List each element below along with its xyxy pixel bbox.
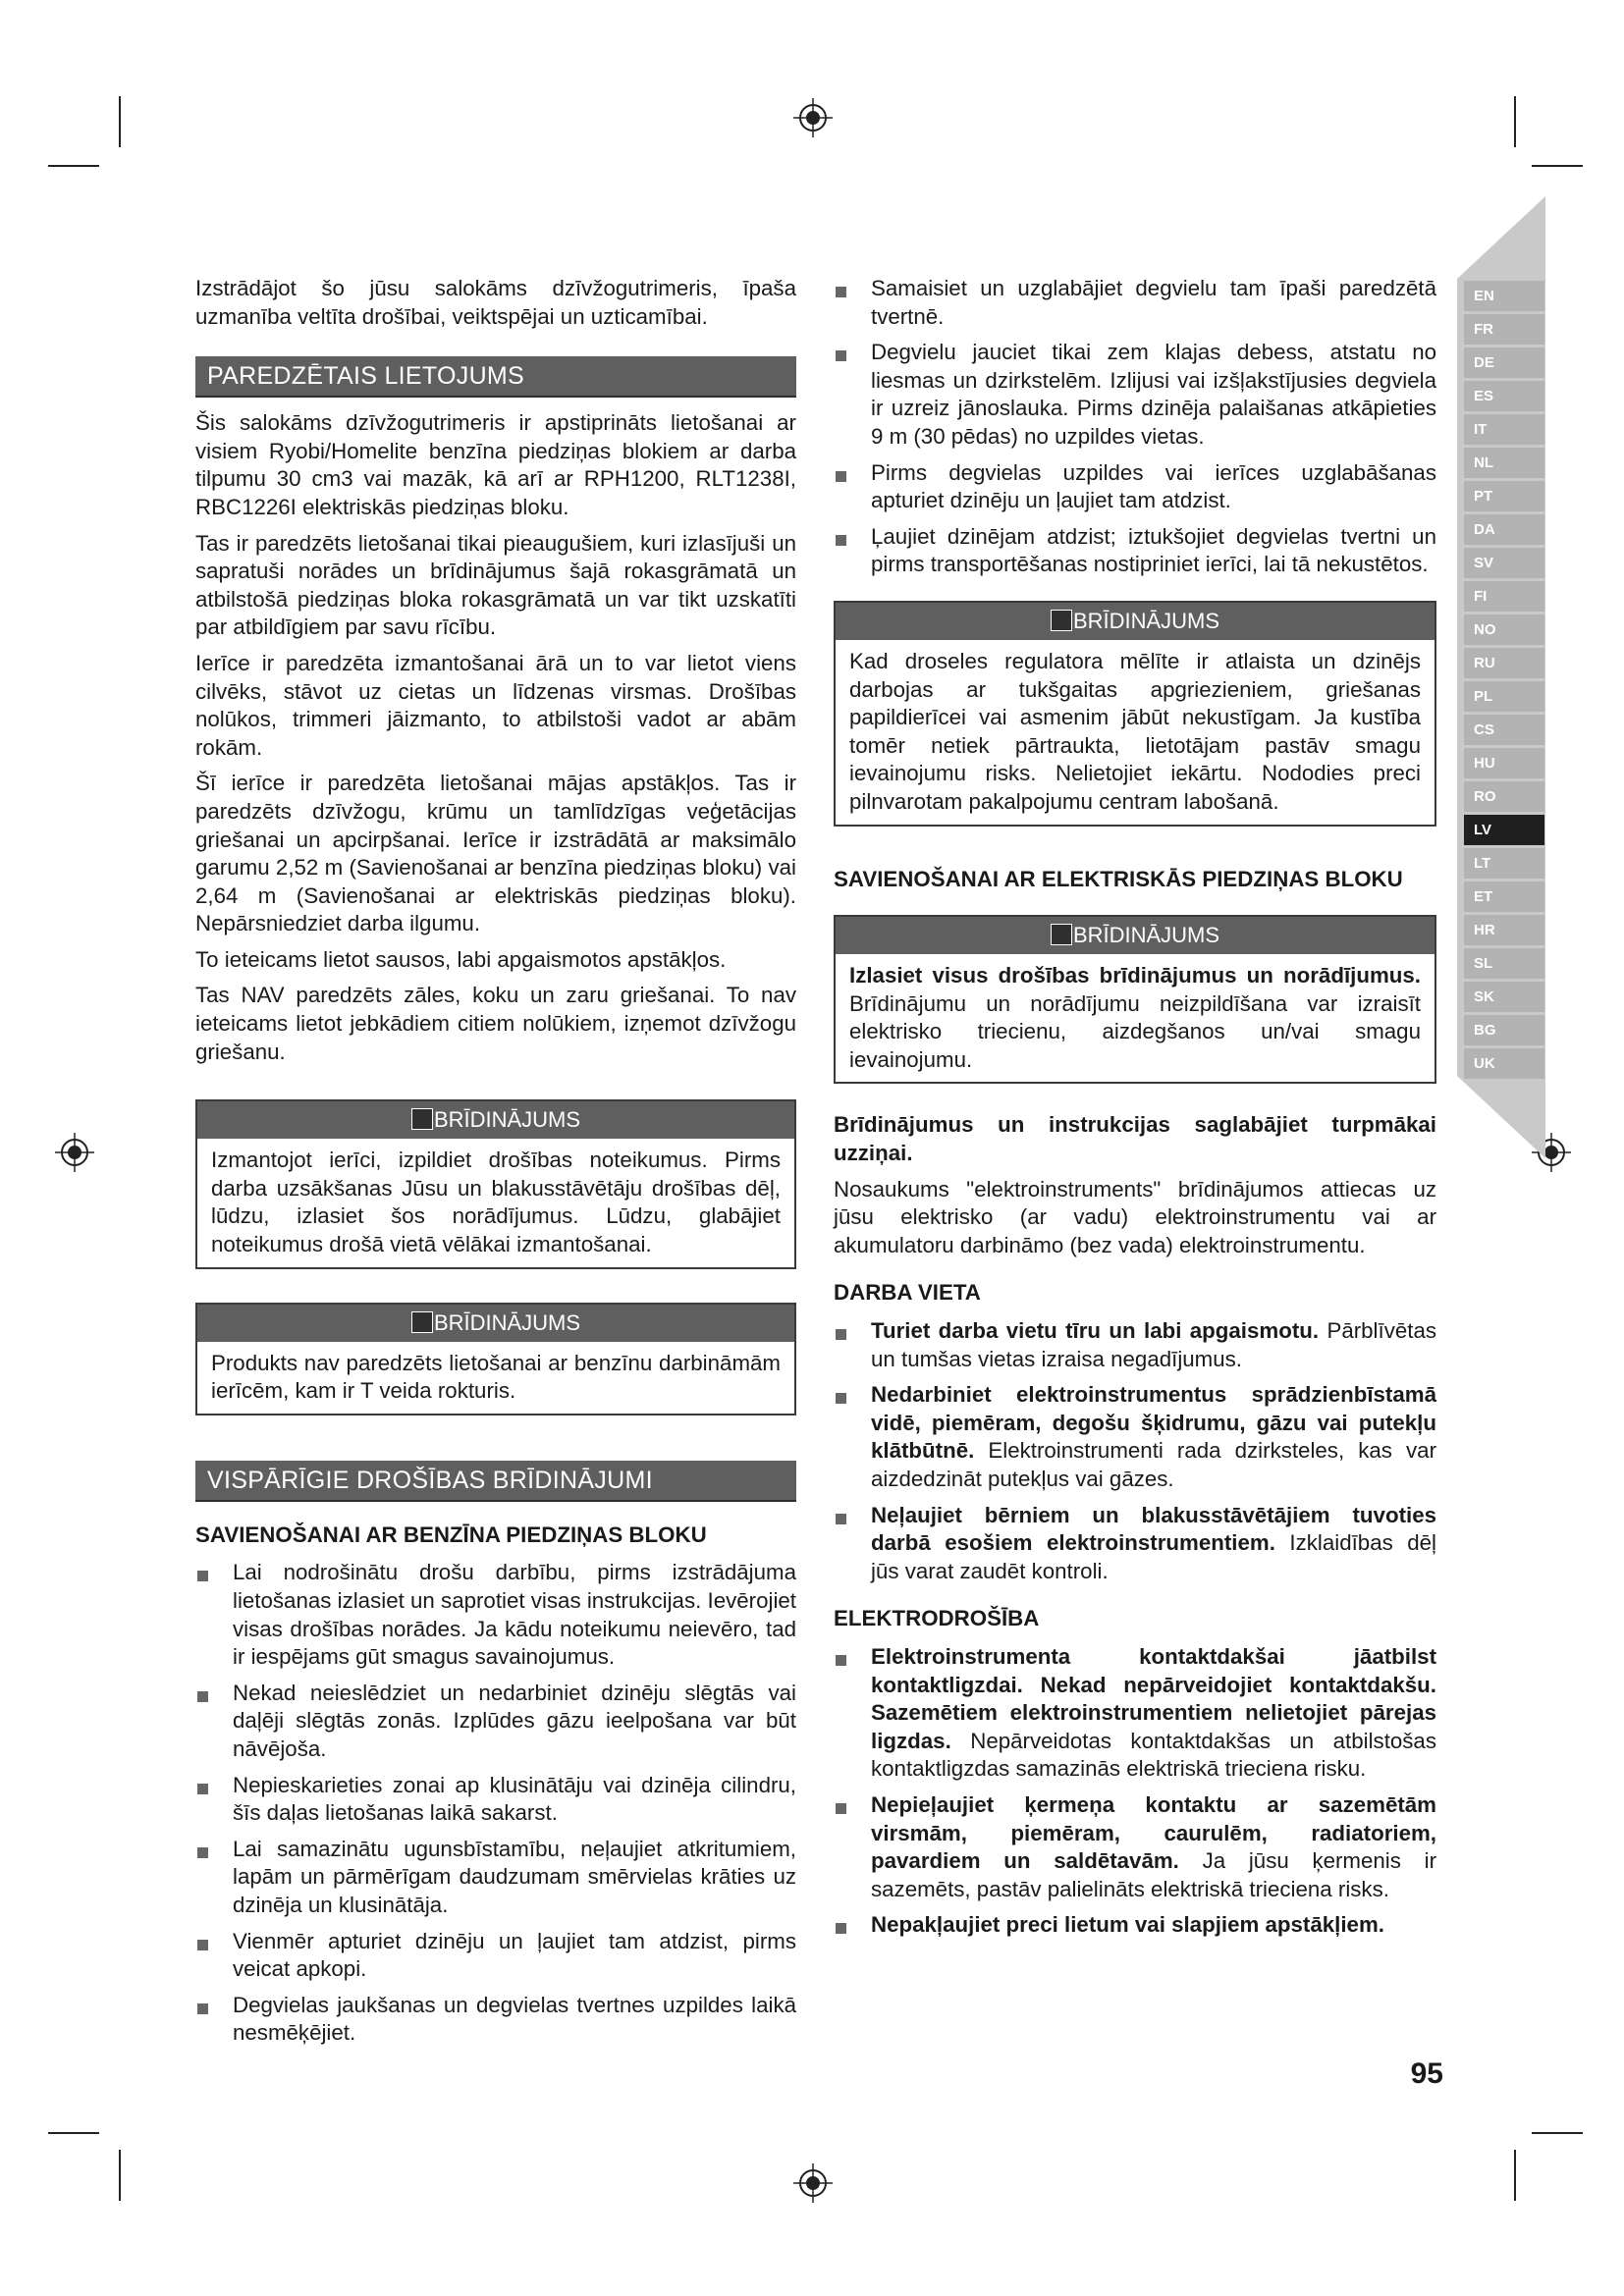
paragraph: Tas NAV paredzēts zāles, koku un zaru griešanai. To nav ieteicams lietot jebkādiem citiem nolūkiem, izņemot dzīvžogu griešanu. [195, 983, 796, 1064]
language-tab-it[interactable]: IT [1464, 414, 1544, 445]
paragraph: Šis salokāms dzīvžogutrimeris ir apstiprināts lietošanai ar visiem Ryobi/Homelite benzīna piedziņas blokiem ar darba tilpumu 30 cm3 vai mazāk, kā arī ar RPH1200, RLT1238I, RBC1226I elektriskās piedziņas bloku. [195, 410, 796, 519]
crop-mark [119, 96, 121, 147]
left-column [195, 275, 796, 2056]
list-item: Neļaujiet bērniem un blakusstāvētājiem tuvoties darbā esošiem elektroinstrumentiem. Izklaidības dēļ jūs varat zaudēt kontroli. [834, 1502, 1436, 1586]
language-tab-fr[interactable]: FR [1464, 314, 1544, 345]
list-item: Samaisiet un uzglabājiet degvielu tam īpaši paredzētā tvertnē. [834, 275, 1436, 331]
electrical-safety-heading: ELEKTRODROŠĪBA [834, 1606, 1040, 1631]
language-tab-es[interactable]: ES [1464, 381, 1544, 411]
warning-icon [411, 1108, 433, 1130]
electrical-safety-list [834, 1643, 1436, 1940]
warning-title: BRĪDINĀJUMS [836, 603, 1435, 640]
crop-mark [1514, 2150, 1516, 2201]
paragraph: To ieteicams lietot sausos, labi apgaismotos apstākļos. [195, 946, 727, 972]
list-item: Degvielas jaukšanas un degvielas tvertnes uzpildes laikā nesmēķējiet. [195, 1992, 796, 2048]
language-tab-lt[interactable]: LT [1464, 848, 1544, 879]
warning-box [195, 1303, 796, 1415]
warning-icon [411, 1311, 433, 1333]
work-area-list [834, 1317, 1436, 1585]
section-intended-use-title: PAREDZĒTAIS LIETOJUMS [195, 356, 796, 398]
crop-mark [1532, 165, 1583, 167]
language-tab-de[interactable]: DE [1464, 347, 1544, 378]
section-general-safety-title: VISPĀRĪGIE DROŠĪBAS BRĪDINĀJUMI [195, 1461, 796, 1502]
warning-icon [1051, 610, 1072, 631]
warning-title: BRĪDINĀJUMS [197, 1305, 794, 1342]
language-tab-no[interactable]: NO [1464, 614, 1544, 645]
intro-text: Izstrādājot šo jūsu salokāms dzīvžogutrimeris, īpaša uzmanība veltīta drošībai, veiktspējai un uzticamībai. [195, 276, 796, 329]
list-item: Nepieļaujiet ķermeņa kontaktu ar sazemētām virsmām, piemēram, caurulēm, radiatoriem, pavardiem un saldētavām. Ja jūsu ķermenis ir sazemēts, pastāv palielināts elektriskā trieciena risks. [834, 1791, 1436, 1903]
language-tab-ro[interactable]: RO [1464, 781, 1544, 812]
language-tab-cs[interactable]: CS [1464, 715, 1544, 745]
fuel-safety-list [834, 275, 1436, 579]
crop-mark [48, 165, 99, 167]
list-item: Vienmēr apturiet dzinēju un ļaujiet tam atdzist, pirms veicat apkopi. [195, 1928, 796, 1984]
warning-box [834, 915, 1436, 1084]
warning-title: BRĪDINĀJUMS [197, 1101, 794, 1139]
list-item: Elektroinstrumenta kontaktdakšai jāatbilst kontaktligzdai. Nekad nepārveidojiet kontaktdakšu. Sazemētiem elektroinstrumentiem nelietojiet pārejas ligzdas. Nepārveidotas kontaktdakšas un atbilstošas kontaktligzdas samazinās elektriskā trieciena risku. [834, 1643, 1436, 1784]
petrol-heading: SAVIENOŠANAI AR BENZĪNA PIEDZIŅAS BLOKU [195, 1522, 707, 1547]
language-tab-pt[interactable]: PT [1464, 481, 1544, 511]
list-item: Nepakļaujiet preci lietum vai slapjiem apstākļiem. [834, 1911, 1436, 1940]
language-tab-bg[interactable]: BG [1464, 1015, 1544, 1045]
crop-mark [1514, 96, 1516, 147]
language-tab-fi[interactable]: FI [1464, 581, 1544, 612]
list-item: Nedarbiniet elektroinstrumentus sprādzienbīstamā vidē, piemēram, degošu šķidrumu, gāzu vai putekļu klātbūtnē. Elektroinstrumenti rada dzirksteles, kas var aizdedzināt putekļus vai gāzes. [834, 1381, 1436, 1493]
registration-mark-icon [55, 1133, 94, 1172]
warning-box [834, 601, 1436, 827]
paragraph: Šī ierīce ir paredzēta lietošanai mājas apstākļos. Tas ir paredzēts dzīvžogu, krūmu un tamlīdzīgas veģetācijas griešanai un apcirpšanai. Ierīce ir izstrādātā ar maksimālo garumu 2,52 m (Savienošanai ar benzīna piedziņas bloku) vai 2,64 m (Savienošanai ar elektriskās piedziņas bloku). Nepārsniedziet darba ilgumu. [195, 771, 796, 936]
language-tab-sv[interactable]: SV [1464, 548, 1544, 578]
crop-mark [1532, 2132, 1583, 2134]
paragraph: Ierīce ir paredzēta izmantošanai ārā un to var lietot viens cilvēks, stāvot uz cietas un līdzenas virsmas. Drošības nolūkos, trimmeri jāizmanto, to atbilstoši vadot ar abām rokām. [195, 650, 796, 760]
language-tab-sl[interactable]: SL [1464, 948, 1544, 979]
language-tab-hr[interactable]: HR [1464, 915, 1544, 945]
list-item: Lai nodrošinātu drošu darbību, pirms izstrādājuma lietošanas izlasiet un saprotiet visas instrukcijas. Ievērojiet visas drošības norādes. Ja kādu noteikumu neievēro, tad ir iespējams gūt smagus savainojumus. [195, 1559, 796, 1671]
registration-mark-icon [793, 98, 833, 137]
list-item: Lai samazinātu ugunsbīstamību, neļaujiet atkritumiem, lapām un pārmērīgam daudzumam smērvielas krāties uz dzinēja un klusinātāja. [195, 1836, 796, 1920]
list-item: Nekad neieslēdziet un nedarbiniet dzinēju slēgtās vai daļēji slēgtās zonās. Izplūdes gāzu ieelpošana var būt nāvējoša. [195, 1680, 796, 1764]
warning-box [195, 1099, 796, 1268]
electric-heading: SAVIENOŠANAI AR ELEKTRISKĀS PIEDZIŅAS BLOKU [834, 866, 1403, 891]
language-tab-da[interactable]: DA [1464, 514, 1544, 545]
language-tab-ru[interactable]: RU [1464, 648, 1544, 678]
paragraph: Tas ir paredzēts lietošanai tikai pieaugušiem, kuri izlasījuši un sapratuši norādes un brīdinājumus šajā rokasgrāmatā un atbilstošā piedziņas bloka rokasgrāmatā un var tikt uzskatīti par atbildīgiem par savu rīcību. [195, 530, 796, 640]
petrol-safety-list [195, 1559, 796, 2048]
warning-title: BRĪDINĀJUMS [836, 917, 1435, 954]
list-item: Nepieskarieties zonai ap klusinātāju vai dzinēja cilindru, šīs daļas lietošanas laikā sakarst. [195, 1772, 796, 1828]
warning-icon [1051, 924, 1072, 945]
crop-mark [48, 2132, 99, 2134]
registration-mark-icon [793, 2163, 833, 2203]
language-tab-sk[interactable]: SK [1464, 982, 1544, 1012]
list-item: Turiet darba vietu tīru un labi apgaismotu. Pārblīvētas un tumšas vietas izraisa negadījumus. [834, 1317, 1436, 1373]
save-note: Brīdinājumus un instrukcijas saglabājiet turpmākai uzziņai. [834, 1112, 1436, 1166]
language-tab-lv[interactable]: LV [1464, 815, 1544, 845]
language-tab-et[interactable]: ET [1464, 881, 1544, 912]
work-area-heading: DARBA VIETA [834, 1280, 981, 1306]
language-tab-hu[interactable]: HU [1464, 748, 1544, 778]
language-tab-nl[interactable]: NL [1464, 448, 1544, 478]
page-number: 95 [1410, 2057, 1443, 2090]
crop-mark [119, 2150, 121, 2201]
list-item: Degvielu jauciet tikai zem klajas debess, atstatu no liesmas un dzirkstelēm. Izlijusi vai izšļakstījusies degviela ir uzreiz jānoslauka. Pirms dzinēja palaišanas atkāpieties 9 m (30 pēdas) no uzpildes vietas. [834, 339, 1436, 451]
language-tab-uk[interactable]: UK [1464, 1048, 1544, 1079]
language-tab-pl[interactable]: PL [1464, 681, 1544, 712]
warning-text: Kad droseles regulatora mēlīte ir atlaista un dzinējs darbojas ar tukšgaitas apgriezieniem, griešanas papildierīcei vai asmenim jābūt nekustīgam. Ja kustība tomēr netiek pārtraukta, lietotājam pastāv smagu ievainojumu risks. Nelietojiet iekārtu. Nododies preci pilnvarotam pakalpojumu centram labošanā. [849, 648, 1421, 814]
warning-text: Izlasiet visus drošības brīdinājumus un norādījumus. Brīdinājumu un norādījumu neizpildīšana var izraisīt elektrisko triecienu, aizdegšanos un/vai smagu ievainojumu. [849, 963, 1421, 1072]
term-note: Nosaukums "elektroinstruments" brīdinājumos attiecas uz jūsu elektrisko (ar vadu) elektroinstrumentu vai ar akumulatoru darbināmo (bez vada) elektroinstrumentu. [834, 1176, 1436, 1257]
right-column [834, 275, 1436, 1948]
list-item: Ļaujiet dzinējam atdzist; iztukšojiet degvielas tvertni un pirms transportēšanas nostipriniet ierīci, lai tā nekustētos. [834, 523, 1436, 579]
list-item: Pirms degvielas uzpildes vai ierīces uzglabāšanas apturiet dzinēju un ļaujiet tam atdzist. [834, 459, 1436, 515]
language-tab-en[interactable]: EN [1464, 281, 1544, 311]
warning-text: Izmantojot ierīci, izpildiet drošības noteikumus. Pirms darba uzsākšanas Jūsu un blakusstāvētāju drošības dēļ, lūdzu, izlasiet šos norādījumus. Lūdzu, glabājiet noteikumus drošā vietā vēlākai izmantošanai. [211, 1148, 781, 1257]
warning-text: Produkts nav paredzēts lietošanai ar benzīnu darbināmām ierīcēm, kam ir T veida rokturis. [211, 1350, 781, 1404]
